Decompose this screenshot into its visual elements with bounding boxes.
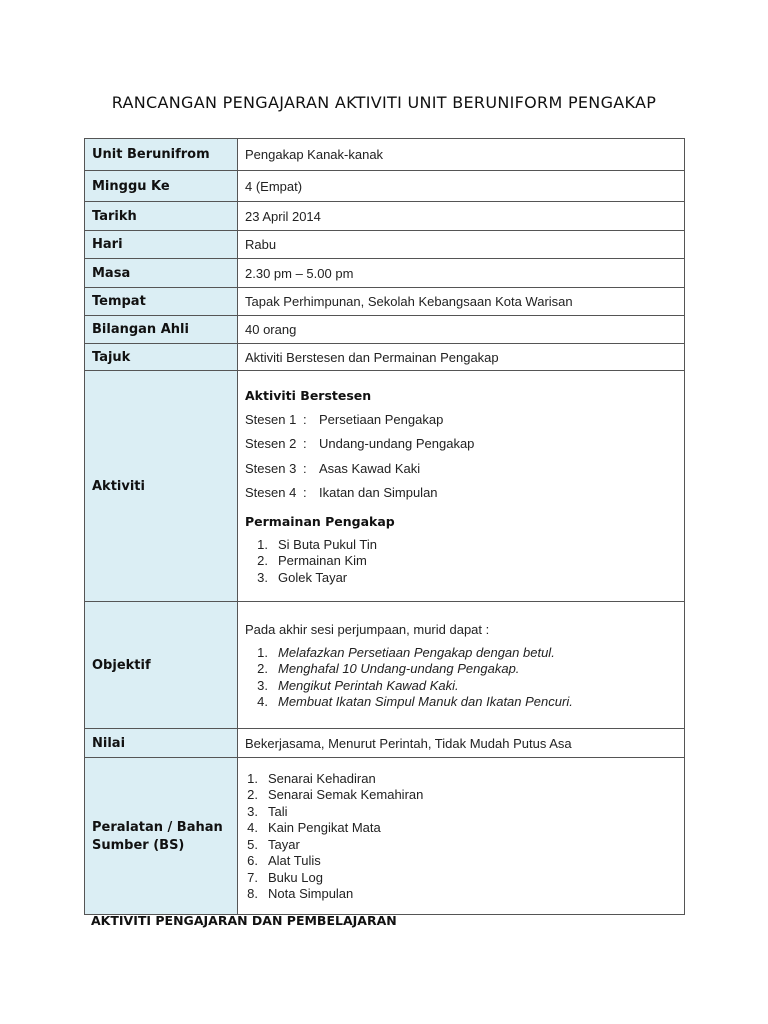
item-text: Buku Log — [268, 869, 323, 885]
permainan-heading: Permainan Pengakap — [245, 513, 395, 529]
item-number: 1. — [257, 644, 268, 660]
section-heading-pdp: AKTIVITI PENGAJARAN DAN PEMBELAJARAN — [91, 913, 397, 928]
item-text: Mengikut Perintah Kawad Kaki. — [278, 677, 459, 693]
list-item — [245, 661, 677, 678]
list-item — [245, 694, 677, 711]
table-row — [85, 602, 685, 729]
item-text: Tayar — [268, 836, 300, 852]
item-text: Senarai Kehadiran — [268, 770, 376, 786]
table-row — [85, 371, 685, 602]
list-item — [245, 407, 677, 432]
item-text: Kain Pengikat Mata — [268, 820, 381, 836]
table-row — [85, 288, 685, 316]
list-item — [245, 803, 677, 820]
table-row — [85, 231, 685, 259]
row-label-objektif: Objektif — [85, 602, 238, 729]
table-row — [85, 259, 685, 288]
list-item — [245, 553, 677, 570]
table-row — [85, 139, 685, 171]
station-colon: : — [303, 460, 307, 476]
item-number: 6. — [247, 853, 258, 869]
station-desc: Ikatan dan Simpulan — [319, 485, 438, 501]
berstesen-heading: Aktiviti Berstesen — [245, 387, 372, 403]
row-label-aktiviti: Aktiviti — [85, 371, 238, 602]
station-colon: : — [303, 485, 307, 501]
row-label-tempat: Tempat — [85, 288, 238, 316]
peralatan-label-line1: Peralatan / Bahan — [92, 819, 223, 835]
item-number: 7. — [247, 869, 258, 885]
list-item — [245, 536, 677, 553]
item-text: Nota Simpulan — [268, 886, 354, 902]
row-label-hari: Hari — [85, 231, 238, 259]
list-item — [245, 481, 677, 506]
table-row — [85, 171, 685, 202]
item-number: 5. — [247, 836, 258, 852]
item-number: 3. — [257, 569, 268, 585]
station-name: Stesen 3 — [245, 460, 297, 476]
row-value-unit: Pengakap Kanak-kanak — [238, 139, 685, 171]
peralatan-list — [245, 770, 677, 902]
item-text: Alat Tulis — [268, 853, 321, 869]
table-row — [85, 344, 685, 371]
row-label-unit: Unit Berunifrom — [85, 139, 238, 171]
item-text: Golek Tayar — [278, 569, 348, 585]
item-text: Membuat Ikatan Simpul Manuk dan Ikatan Pencuri. — [278, 694, 573, 710]
item-number: 3. — [247, 803, 258, 819]
document-title: RANCANGAN PENGAJARAN AKTIVITI UNIT BERUNIFORM PENGAKAP — [111, 93, 657, 112]
row-value-aktiviti — [238, 371, 685, 602]
list-item — [245, 869, 677, 886]
station-name: Stesen 2 — [245, 436, 297, 452]
item-number: 2. — [257, 661, 268, 677]
row-label-bilangan: Bilangan Ahli — [85, 316, 238, 344]
list-item — [245, 836, 677, 853]
item-number: 3. — [257, 677, 268, 693]
station-desc: Persetiaan Pengakap — [319, 411, 444, 427]
lesson-plan-table — [84, 138, 685, 915]
station-colon: : — [303, 411, 307, 427]
list-item — [245, 677, 677, 694]
item-number: 4. — [247, 820, 258, 836]
row-value-nilai: Bekerjasama, Menurut Perintah, Tidak Mudah Putus Asa — [238, 729, 685, 758]
station-desc: Asas Kawad Kaki — [319, 460, 421, 476]
station-name: Stesen 4 — [245, 485, 297, 501]
item-text: Permainan Kim — [278, 553, 367, 569]
row-value-hari: Rabu — [238, 231, 685, 259]
item-number: 2. — [257, 553, 268, 569]
row-label-minggu: Minggu Ke — [85, 171, 238, 202]
row-value-masa: 2.30 pm – 5.00 pm — [238, 259, 685, 288]
row-label-tarikh: Tarikh — [85, 202, 238, 231]
row-label-masa: Masa — [85, 259, 238, 288]
list-item — [245, 787, 677, 804]
peralatan-label-line2: Sumber (BS) — [92, 837, 185, 853]
games-list — [245, 536, 677, 586]
station-list — [245, 407, 677, 505]
item-text: Melafazkan Persetiaan Pengakap dengan betul. — [278, 644, 555, 660]
item-text: Senarai Semak Kemahiran — [268, 787, 424, 803]
item-number: 2. — [247, 787, 258, 803]
row-value-objektif — [238, 602, 685, 729]
list-item — [245, 569, 677, 586]
table-row — [85, 202, 685, 231]
item-number: 4. — [257, 694, 268, 710]
row-value-tempat: Tapak Perhimpunan, Sekolah Kebangsaan Kota Warisan — [238, 288, 685, 316]
list-item — [245, 456, 677, 481]
row-label-peralatan — [85, 758, 238, 915]
station-name: Stesen 1 — [245, 411, 297, 427]
table-row — [85, 758, 685, 915]
item-text: Menghafal 10 Undang-undang Pengakap. — [278, 661, 520, 677]
list-item — [245, 770, 677, 787]
list-item — [245, 886, 677, 903]
row-value-tarikh: 23 April 2014 — [238, 202, 685, 231]
row-label-nilai: Nilai — [85, 729, 238, 758]
row-value-minggu: 4 (Empat) — [238, 171, 685, 202]
objektif-list — [245, 644, 677, 710]
item-text: Tali — [268, 803, 288, 819]
item-text: Si Buta Pukul Tin — [278, 536, 377, 552]
item-number: 8. — [247, 886, 258, 902]
table-row — [85, 729, 685, 758]
station-colon: : — [303, 436, 307, 452]
item-number: 1. — [257, 536, 268, 552]
list-item — [245, 820, 677, 837]
table-row — [85, 316, 685, 344]
list-item — [245, 644, 677, 661]
row-value-bilangan: 40 orang — [238, 316, 685, 344]
row-value-peralatan — [238, 758, 685, 915]
objektif-intro: Pada akhir sesi perjumpaan, murid dapat : — [245, 621, 490, 637]
row-label-tajuk: Tajuk — [85, 344, 238, 371]
list-item — [245, 432, 677, 457]
item-number: 1. — [247, 770, 258, 786]
row-value-tajuk: Aktiviti Berstesen dan Permainan Pengakap — [238, 344, 685, 371]
station-desc: Undang-undang Pengakap — [319, 436, 475, 452]
list-item — [245, 853, 677, 870]
